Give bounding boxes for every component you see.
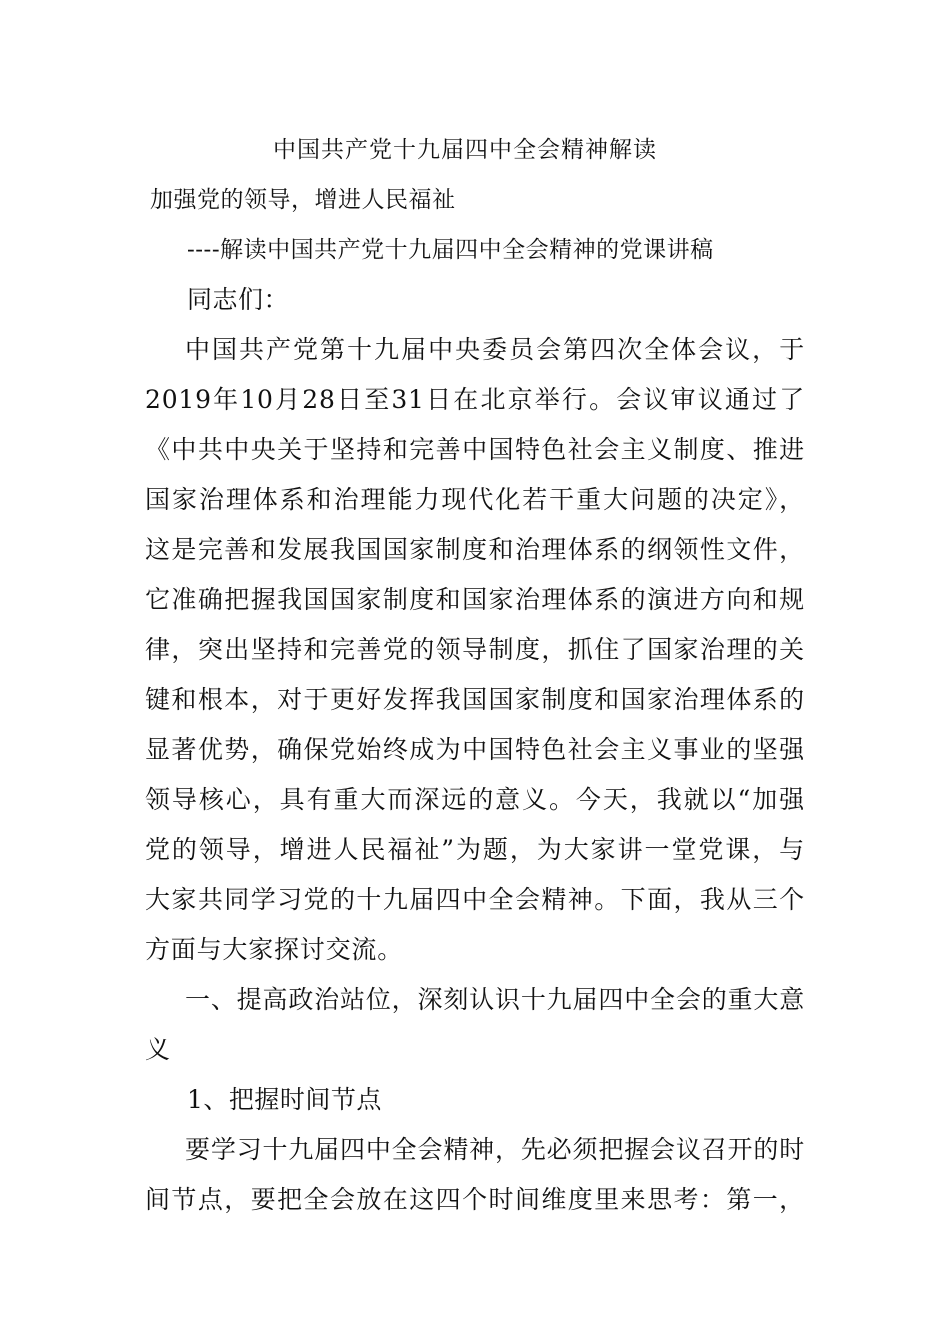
- paragraph-1-line: 领导核心，具有重大而深远的意义。今天，我就以“加强: [145, 785, 805, 814]
- document-subtitle-secondary: ----解读中国共产党十九届四中全会精神的党课讲稿: [187, 237, 714, 263]
- paragraph-1-line: 律，突出坚持和完善党的领导制度，抓住了国家治理的关: [145, 635, 805, 664]
- document-title: 中国共产党十九届四中全会精神解读: [273, 137, 657, 163]
- paragraph-2-line: 间节点，要把全会放在这四个时间维度里来思考：第一，: [145, 1185, 805, 1214]
- section-1-heading-line: 一、提高政治站位，深刻认识十九届四中全会的重大意: [185, 985, 805, 1014]
- document-subtitle: 加强党的领导，增进人民福祉: [150, 187, 456, 213]
- paragraph-1-line: 键和根本，对于更好发挥我国国家制度和国家治理体系的: [145, 685, 805, 714]
- subsection-1-heading: 1、把握时间节点: [187, 1085, 382, 1114]
- paragraph-1-line: 党的领导，增进人民福祉”为题，为大家讲一堂党课，与: [145, 835, 805, 864]
- paragraph-1-line: 大家共同学习党的十九届四中全会精神。下面，我从三个: [145, 885, 805, 914]
- paragraph-1-line: 中国共产党第十九届中央委员会第四次全体会议，于: [185, 335, 805, 364]
- paragraph-1-line: 2019年10月28日至31日在北京举行。会议审议通过了: [145, 385, 805, 414]
- paragraph-1-line: 这是完善和发展我国国家制度和治理体系的纲领性文件，: [145, 535, 805, 564]
- paragraph-2-line: 要学习十九届四中全会精神，先必须把握会议召开的时: [185, 1135, 805, 1164]
- paragraph-1-line: 方面与大家探讨交流。: [145, 935, 404, 964]
- salutation: 同志们：: [187, 285, 290, 314]
- paragraph-1-line: 显著优势，确保党始终成为中国特色社会主义事业的坚强: [145, 735, 805, 764]
- section-1-heading-line: 义: [145, 1035, 171, 1064]
- paragraph-1-line: 它准确把握我国国家制度和国家治理体系的演进方向和规: [145, 585, 805, 614]
- paragraph-1-line: 《中共中央关于坚持和完善中国特色社会主义制度、推进: [145, 435, 805, 464]
- paragraph-1-line: 国家治理体系和治理能力现代化若干重大问题的决定》，: [145, 485, 805, 514]
